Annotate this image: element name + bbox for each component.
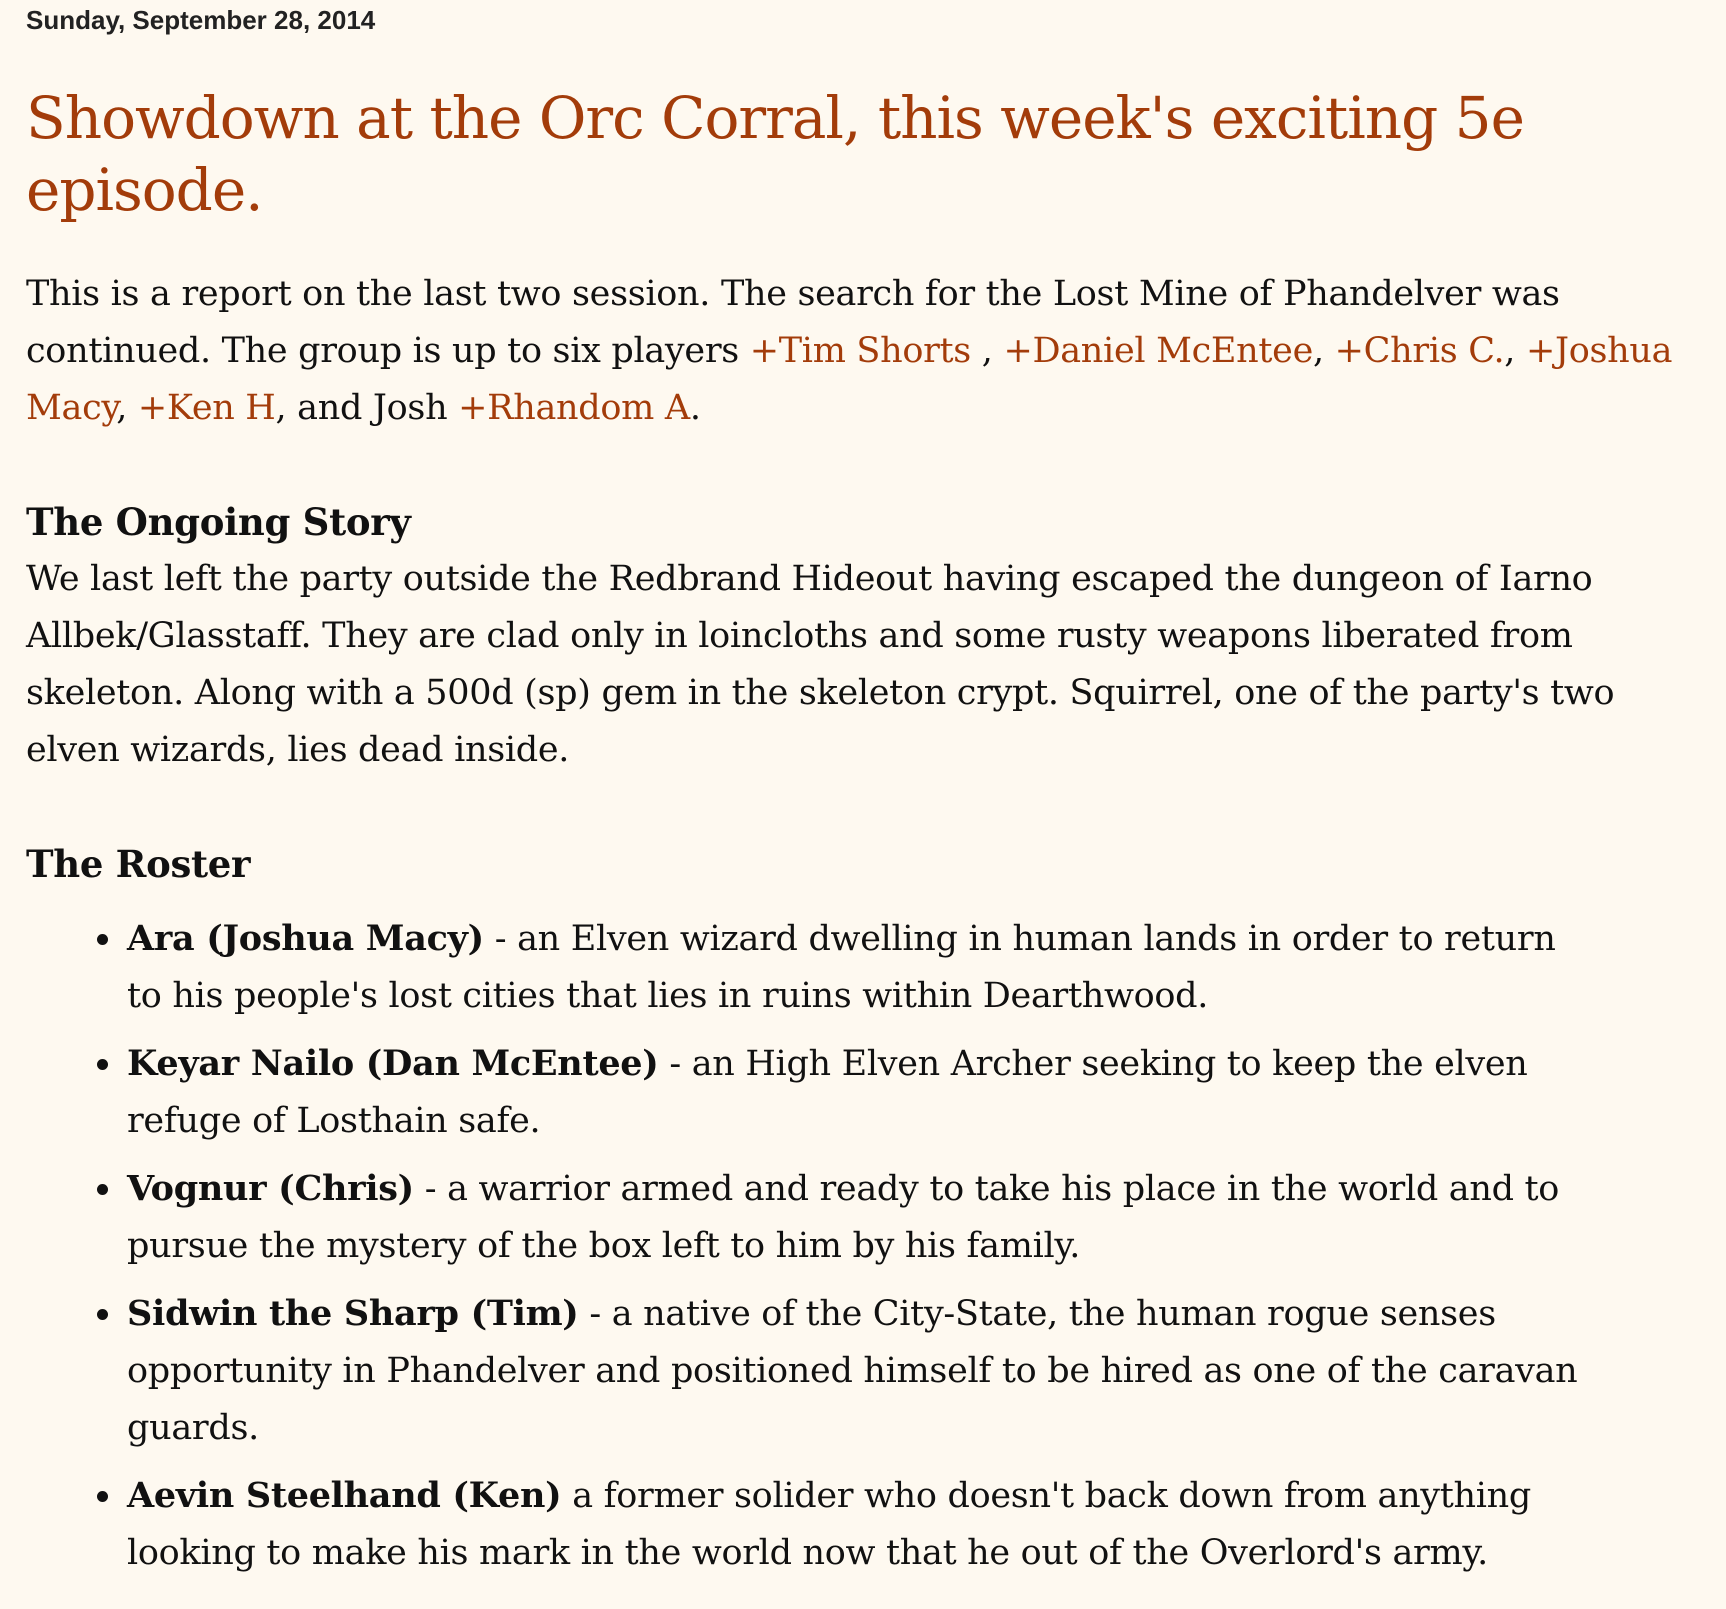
intro-paragraph [26, 266, 1700, 437]
intro-end: . [689, 388, 701, 428]
intro-separator: , [1313, 331, 1335, 371]
character-name: Sidwin the Sharp (Tim) [127, 1293, 579, 1334]
roster-list [26, 910, 1700, 1582]
roster-item [127, 1160, 1700, 1275]
player-link-joshua[interactable]: +Joshua Macy [26, 331, 1673, 428]
intro-separator: , [970, 331, 1004, 371]
roster-item [127, 1285, 1700, 1457]
post-date: Sunday, September 28, 2014 [26, 5, 376, 35]
player-link-tim[interactable]: +Tim Shorts [749, 331, 971, 371]
character-description: - an High Elven Archer seeking to keep the elven refuge of Losthain safe. [127, 1044, 1528, 1141]
intro-separator: , [116, 388, 138, 428]
character-description: - a native of the City-State, the human rogue senses opportunity in Phandelver and positioned himself to be hired as one of the caravan guards. [127, 1294, 1578, 1448]
player-link-rhandom[interactable]: +Rhandom A [458, 388, 690, 428]
character-name: Keyar Nailo (Dan McEntee) [127, 1043, 659, 1084]
character-description: - a warrior armed and ready to take his place in the world and to pursue the mystery of the box left to him by his family. [127, 1169, 1560, 1266]
player-link-chris[interactable]: +Chris C. [1334, 331, 1505, 371]
intro-separator: , [1504, 331, 1526, 371]
roster-item [127, 1035, 1700, 1150]
roster-item [127, 1467, 1700, 1582]
character-name: Vognur (Chris) [127, 1168, 414, 1209]
intro-separator: , and Josh [275, 388, 459, 428]
story-heading: The Ongoing Story [26, 500, 411, 544]
character-name: Ara (Joshua Macy) [127, 918, 484, 959]
post-body [26, 266, 1700, 1582]
roster-item [127, 910, 1700, 1025]
character-description: - an Elven wizard dwelling in human lands in order to return to his people's lost cities that lies in ruins within Dearthwood. [127, 919, 1556, 1016]
player-link-ken[interactable]: +Ken H [137, 388, 276, 428]
post-title[interactable]: Showdown at the Orc Corral, this week's exciting 5e episode. [26, 84, 1524, 224]
story-paragraph: We last left the party outside the Redbrand Hideout having escaped the dungeon of Iarno Allbek/Glasstaff. They are clad only in loincloths and some rusty weapons liberated from skeleton. Along with a 500d (sp) gem in the skeleton crypt. Squirrel, one of the party's two elven wizards, lies dead inside. [26, 559, 1615, 770]
character-description: a former solider who doesn't back down from anything looking to make his mark in the world now that he out of the Overlord's army. [127, 1476, 1532, 1573]
intro-text: This is a report on the last two session. The search for the Lost Mine of Phandelver was continued. The group is up to six players [26, 274, 1560, 371]
roster-heading: The Roster [26, 842, 251, 886]
character-name: Aevin Steelhand (Ken) [127, 1475, 562, 1516]
player-link-daniel[interactable]: +Daniel McEntee [1003, 331, 1313, 371]
